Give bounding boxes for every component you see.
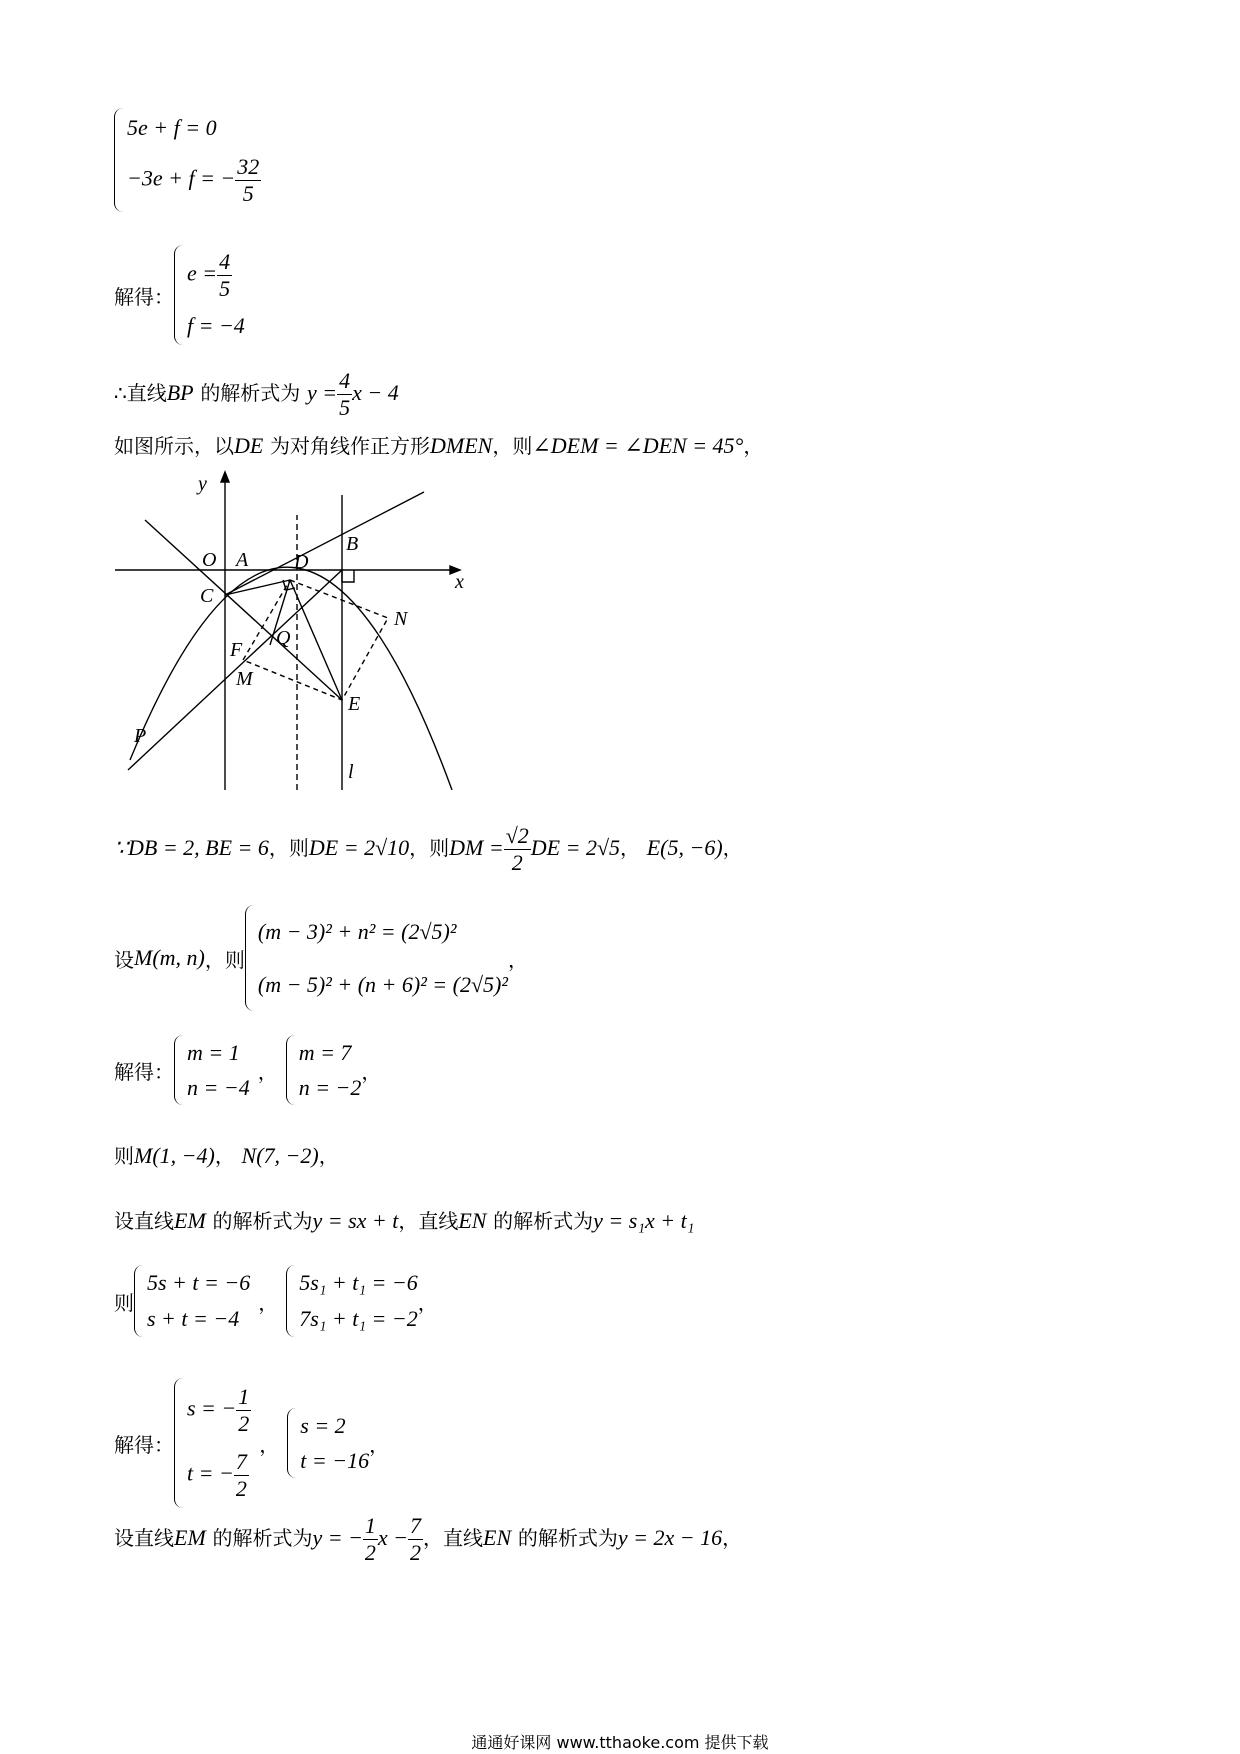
brace — [174, 245, 183, 345]
eq-row: 5e + f = 0 — [127, 115, 217, 141]
label-e: E — [348, 693, 361, 715]
final-statement: 设直线EM 的解析式为y = − $\frac{1}{2}$ x − $\frac{7}{2}$ ，直线EN 的解析式为y = 2x − 16， — [114, 1513, 743, 1565]
label-p: P — [134, 725, 147, 747]
line-bp: ∴直线BP 的解析式为 y = $\frac{4}{5}$ x − 4 — [114, 368, 399, 420]
set-lines-statement: 设直线EM 的解析式为y = sx + t，直线EN 的解析式为y = s₁x + t₁ — [114, 1208, 695, 1233]
set-m-statement: 设 M(m, n) ，则 (m − 3)² + n² = (2√5)² (m − 5)² + (n + 6)² = (2√5)² ， — [114, 905, 528, 1011]
label-l: l — [348, 761, 354, 783]
points-mn: 则M(1, −4)， N(7, −2)， — [114, 1143, 339, 1168]
system-st: 则 5s + t = −6 s + t = −4 ， 5s₁ + t₁ = −6 7s₁ + t₁ = −2 ， — [114, 1265, 438, 1337]
label-n: N — [394, 608, 408, 630]
label-b: B — [346, 533, 359, 555]
square-statement: 如图所示，以DE 为对角线作正方形DMEN，则∠DEM = ∠DEN = 45°， — [114, 433, 764, 458]
solution-ef: 解得： e = $\frac{4}{5}$ f = −4 — [114, 245, 245, 345]
label-q: Q — [276, 627, 291, 649]
eq-row: −3e + f = − $\frac{32}{5}$ — [127, 153, 260, 206]
label-f: F — [230, 639, 243, 661]
label-d: D — [294, 551, 309, 573]
brace — [114, 108, 123, 212]
footer-watermark: 通通好课网 www.tthaoke.com 提供下载 — [471, 1733, 769, 1752]
label-m: M — [236, 668, 253, 690]
db-statement: ∵DB = 2, BE = 6，则DE = 2√10，则DM = $\frac{√2}{2}$ DE = 2√5， E(5, −6)， — [114, 823, 743, 875]
geometry-figure — [110, 470, 470, 790]
label-y: y — [198, 473, 207, 495]
label-c: C — [200, 585, 214, 607]
solution-mn: 解得： m = 1 n = −4 ， m = 7 n = −2 ， — [114, 1035, 381, 1105]
y-arrow-icon — [221, 472, 229, 482]
label-o: O — [202, 549, 217, 571]
label-x: x — [455, 571, 464, 593]
equation-system-ef — [114, 108, 261, 212]
label-a: A — [236, 549, 249, 571]
solution-st: 解得： s = − $\frac{1}{2}$ t = − $\frac{7}{2}$ ， s = 2 t = −16 ， — [114, 1378, 389, 1508]
brace — [245, 905, 254, 1011]
